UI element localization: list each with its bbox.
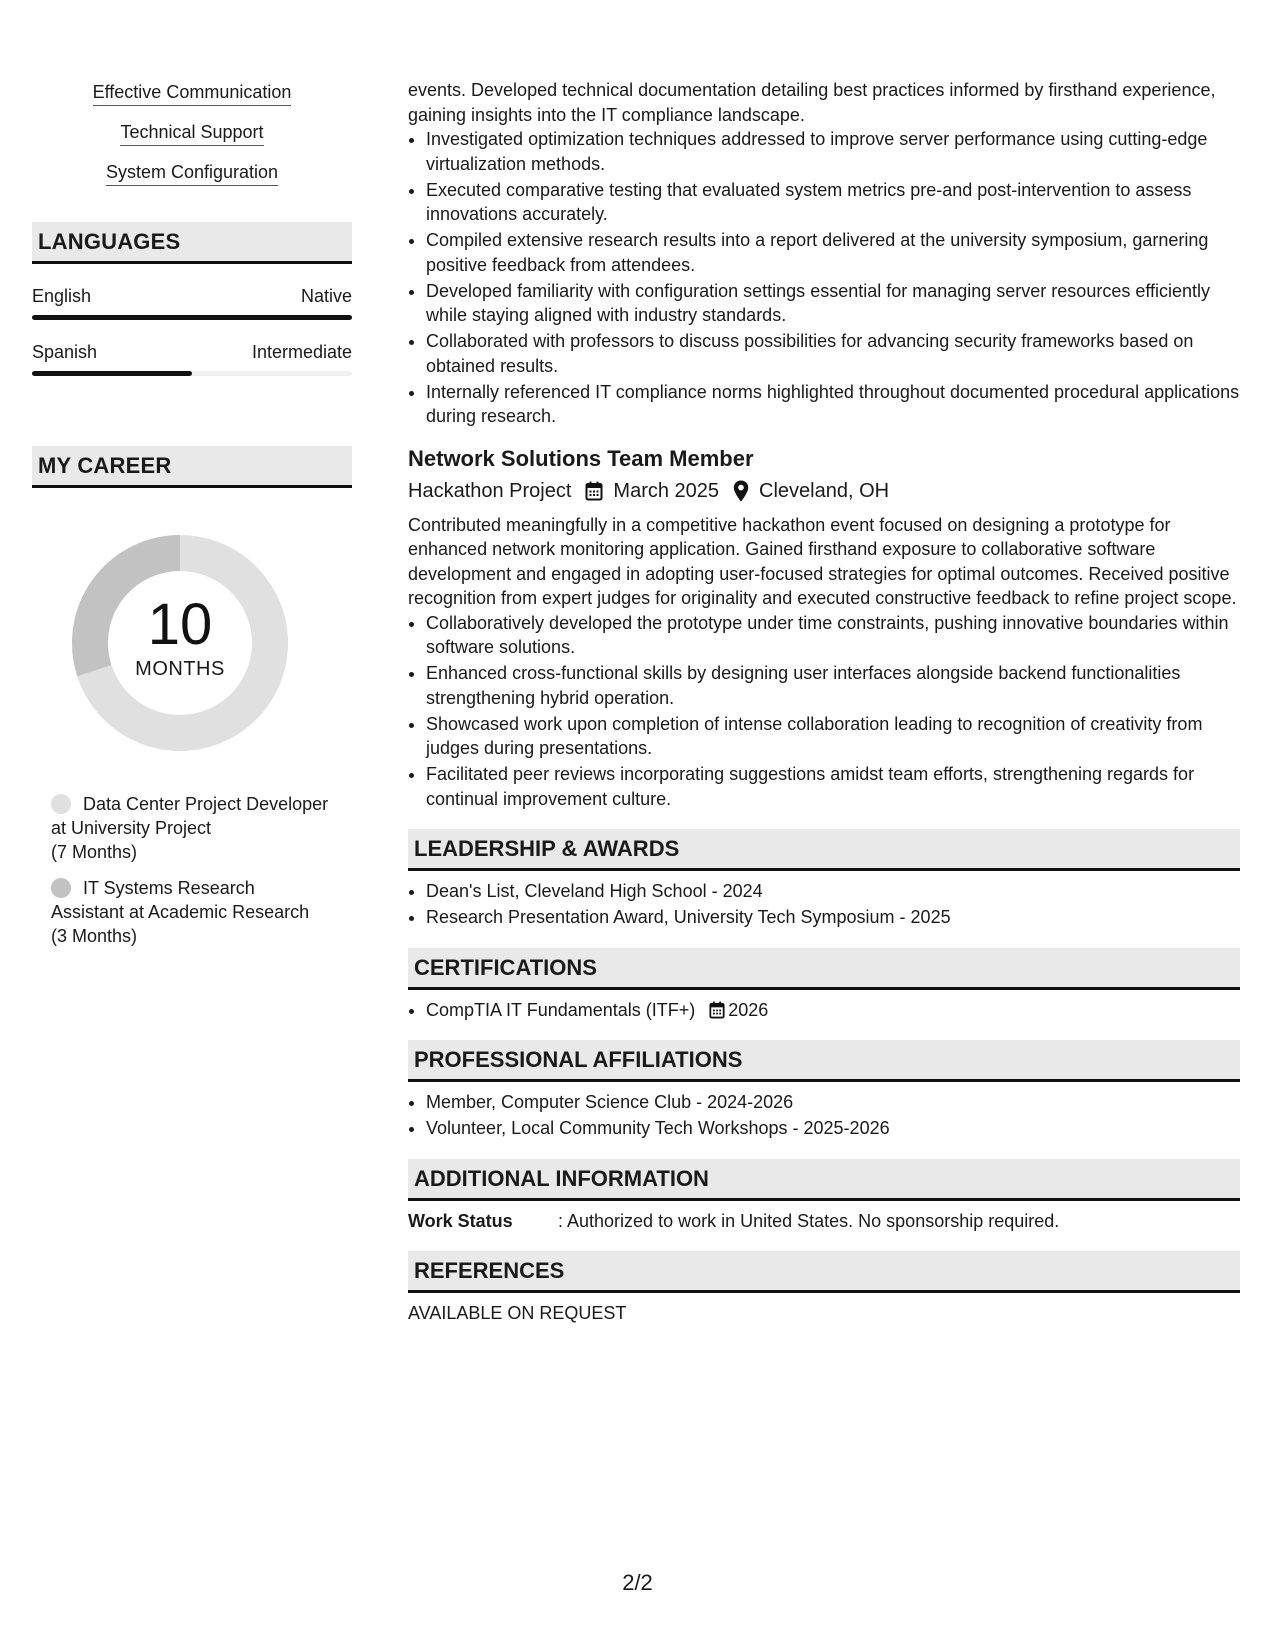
award-item: • Dean's List, Cleveland High School - 2024: [426, 879, 1240, 904]
skill-item: [32, 160, 352, 186]
experience-continued-text: events. Developed technical documentation detailing best practices informed by firsthand experience, gaining insights into the IT compliance landscape.: [408, 80, 1216, 125]
skill-item: [32, 120, 352, 146]
career-total: 10: [147, 592, 213, 657]
skill-label: System Configuration: [106, 160, 278, 186]
job-meta: [408, 477, 1240, 505]
job-bullets: [408, 611, 1240, 812]
career-duration: (7 Months): [51, 842, 138, 862]
additional-info-heading: ADDITIONAL INFORMATION: [408, 1159, 1240, 1201]
career-legend-item: [51, 792, 331, 864]
map-pin-icon: [733, 480, 749, 502]
affiliations-list: [408, 1090, 1240, 1141]
work-status-row: [408, 1209, 1240, 1234]
skills-list: [32, 80, 352, 186]
job-location: Cleveland, OH: [759, 479, 890, 502]
certification-year: 2026: [728, 999, 769, 1020]
career-heading: MY CAREER: [32, 446, 352, 488]
bullet-item: • Executed comparative testing that evaluated system metrics pre-and post-intervention to assess innovations accurately.: [426, 178, 1240, 227]
career-donut-chart: [65, 528, 295, 758]
language-level: Native: [300, 286, 352, 306]
bullet-item: • Compiled extensive research results into a report delivered at the university symposium, garnering positive feedback from attendees.: [426, 228, 1240, 277]
language-level: Intermediate: [251, 342, 352, 362]
skill-label: Effective Communication: [93, 80, 292, 106]
references-text: AVAILABLE ON REQUEST: [408, 1303, 627, 1323]
job-summary: Contributed meaningfully in a competitive hackathon event focused on designing a prototype for enhanced network monitoring application. Gained firsthand exposure to collaborative software development and engaged in adopting user-focused strategies for optimal outcomes. Received positive recognition from expert judges for originality and executed constructive feedback to refine project scope.: [408, 514, 1237, 608]
certification-name: CompTIA IT Fundamentals (ITF+): [426, 999, 696, 1020]
job-date: March 2025: [613, 479, 720, 502]
certifications-list: [408, 998, 1240, 1023]
bullet-item: • Internally referenced IT compliance norms highlighted throughout documented procedural applications during research.: [426, 380, 1240, 429]
awards-list: [408, 879, 1240, 930]
affiliation-item: • Volunteer, Local Community Tech Workshops - 2025-2026: [426, 1116, 1240, 1141]
language-name: English: [32, 286, 92, 306]
skill-label: Technical Support: [120, 120, 263, 146]
sidebar: [32, 80, 352, 960]
career-unit: MONTHS: [135, 658, 225, 680]
language-item: [32, 286, 352, 320]
bullet-item: • Developed familiarity with configuration settings essential for managing server resources efficiently while staying aligned with industry standards.: [426, 279, 1240, 328]
affiliations-heading: PROFESSIONAL AFFILIATIONS: [408, 1040, 1240, 1082]
bullet-item: • Collaborated with professors to discuss possibilities for advancing security frameworks based on obtained results.: [426, 329, 1240, 378]
career-role: Data Center Project Developer at University Project: [51, 794, 329, 838]
language-proficiency-fill: [32, 315, 352, 320]
bullet-item: • Collaboratively developed the prototype under time constraints, pushing innovative boundaries within software solutions.: [426, 611, 1240, 660]
career-legend: [51, 792, 331, 948]
language-proficiency-bar: [32, 315, 352, 320]
job-title: Network Solutions Team Member: [408, 445, 754, 471]
award-item: • Research Presentation Award, University Tech Symposium - 2025: [426, 905, 1240, 930]
experience-continued-bullets: [408, 127, 1240, 429]
career-legend-item: [51, 876, 331, 948]
bullet-item: • Facilitated peer reviews incorporating suggestions amidst team efforts, strengthening regards for continual improvement culture.: [426, 762, 1240, 811]
bullet-item: • Showcased work upon completion of intense collaboration leading to recognition of creativity from judges during presentations.: [426, 712, 1240, 761]
certification-item: [426, 998, 1240, 1023]
main-content: [408, 78, 1240, 1326]
awards-heading: LEADERSHIP & AWARDS: [408, 829, 1240, 871]
career-role: IT Systems Research Assistant at Academic Research: [51, 878, 310, 922]
certifications-heading: CERTIFICATIONS: [408, 948, 1240, 990]
references-heading: REFERENCES: [408, 1251, 1240, 1293]
work-status-value: : Authorized to work in United States. No sponsorship required.: [558, 1210, 1060, 1231]
skill-item: [32, 80, 352, 106]
work-status-label: Work Status: [408, 1210, 513, 1231]
calendar-icon: [585, 481, 603, 501]
affiliation-item: • Member, Computer Science Club - 2024-2026: [426, 1090, 1240, 1115]
calendar-icon: [709, 1001, 725, 1019]
bullet-item: • Enhanced cross-functional skills by designing user interfaces alongside backend functionalities strengthening hybrid operation.: [426, 661, 1240, 710]
languages-heading: LANGUAGES: [32, 222, 352, 264]
bullet-item: • Investigated optimization techniques addressed to improve server performance using cutting-edge virtualization methods.: [426, 127, 1240, 176]
legend-dot: [51, 878, 71, 898]
language-proficiency-bar: [32, 371, 352, 376]
language-proficiency-fill: [32, 371, 192, 376]
page-number: 2/2: [622, 1570, 653, 1595]
language-item: [32, 342, 352, 376]
language-name: Spanish: [32, 342, 98, 362]
career-duration: (3 Months): [51, 926, 138, 946]
legend-dot: [51, 794, 71, 814]
job-company: Hackathon Project: [408, 479, 572, 502]
